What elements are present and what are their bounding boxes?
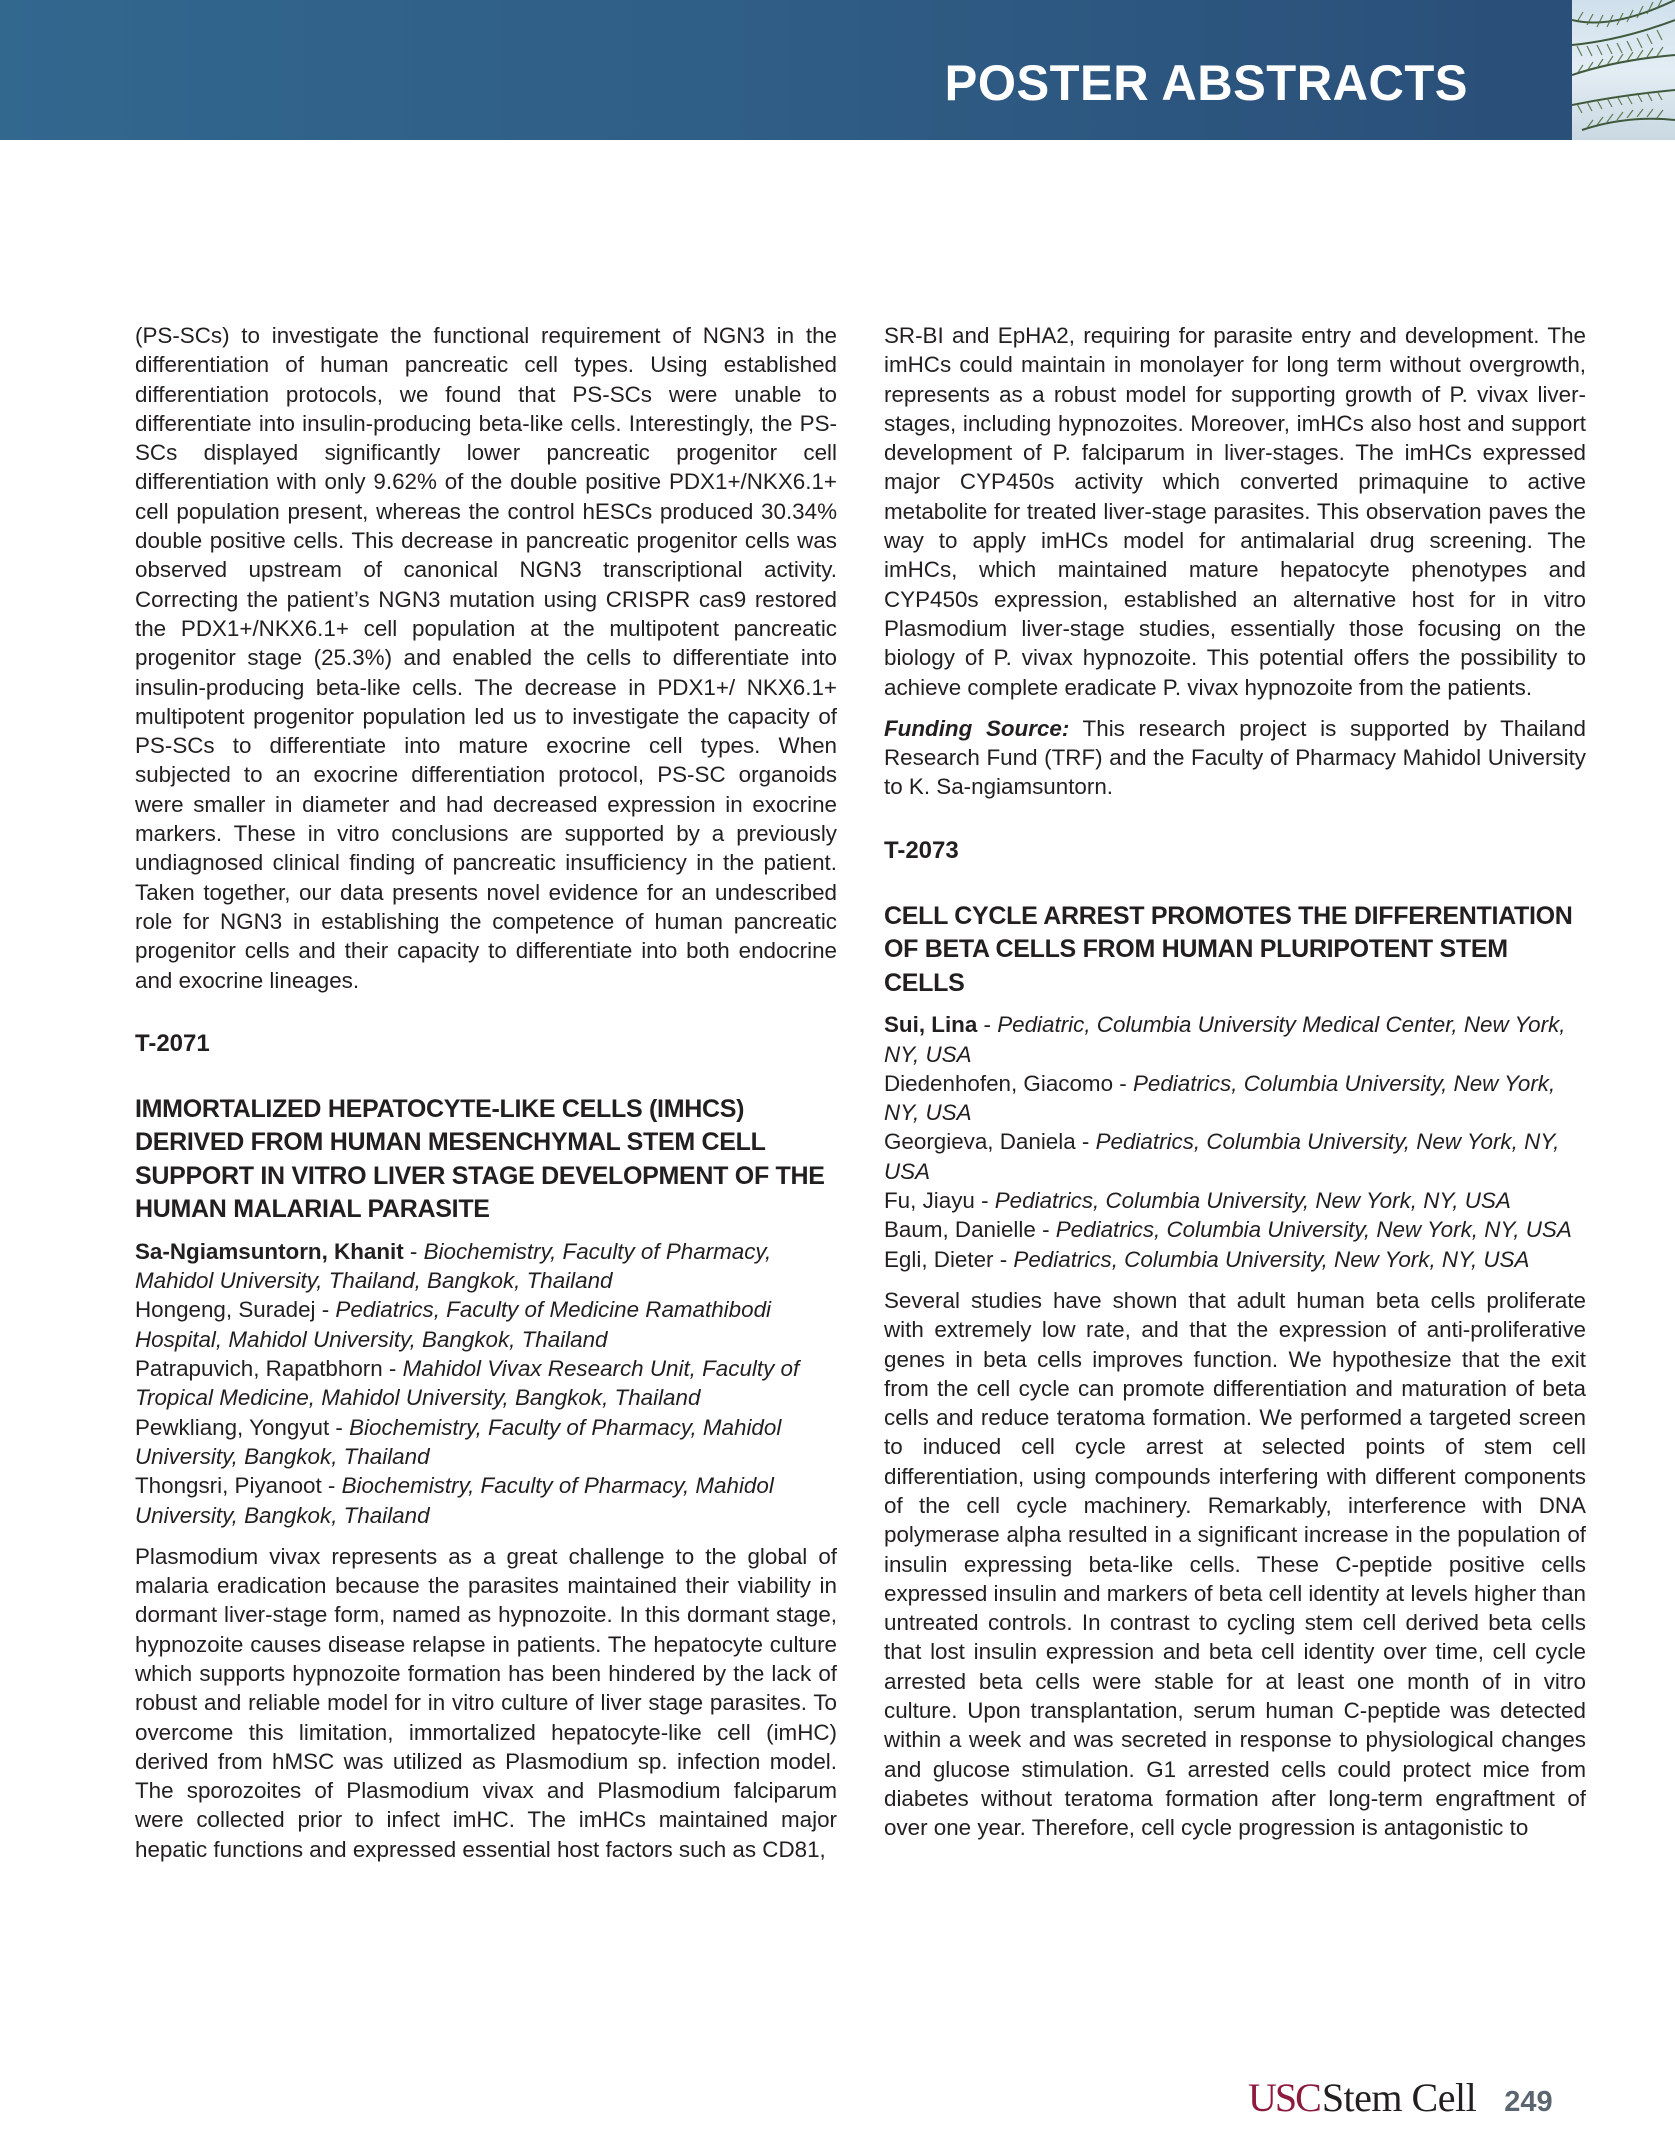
author-separator: - bbox=[1075, 1129, 1096, 1155]
abstract-id-t2071: T-2071 bbox=[135, 1029, 210, 1057]
author-affiliation: Biochemistry, Faculty of Pharmacy, Mahidol University, Bangkok, Thailand bbox=[135, 1414, 782, 1469]
author-affiliation: Pediatrics, Columbia University, New York, NY, USA bbox=[994, 1188, 1511, 1214]
continued-abstract-paragraph: SR-BI and EpHA2, requiring for parasite entry and development. The imHCs could maintain in monolayer for long term without overgrowth, represents as a robust model for supporting growth of P. vivax liver-stages, including hypnozoites. Moreover, imHCs also host and support development of P. falciparum in liver-stages. The imHCs expressed major CYP450s activity which converted primaquine to active metabolite for treated liver-stage parasites. This observation paves the way to apply imHCs model for antimalarial drug screening. The imHCs, which maintained mature hepatocyte phenotypes and CYP450s expression, established an alternative host for in vitro Plasmodium liver-stage studies, essentially those focusing on the biology of P. vivax hypnozoite. This potential offers the possibility to achieve complete eradicate P. vivax hypnozoite from the patients. bbox=[884, 323, 1586, 700]
author-entry bbox=[135, 1413, 837, 1472]
author-affiliation: Biochemistry, Faculty of Pharmacy, Mahidol University, Bangkok, Thailand bbox=[135, 1473, 774, 1528]
left-column bbox=[135, 321, 837, 1864]
author-name: Hongeng, Suradej bbox=[135, 1297, 316, 1323]
author-separator: - bbox=[1035, 1217, 1056, 1243]
author-name: Baum, Danielle bbox=[884, 1217, 1036, 1243]
abstract-title-t2071: IMMORTALIZED HEPATOCYTE-LIKE CELLS (IMHCS) DERIVED FROM HUMAN MESENCHYMAL STEM CELL SUPPORT IN VITRO LIVER STAGE DEVELOPMENT OF THE HUMAN MALARIAL PARASITE bbox=[135, 1094, 825, 1224]
author-entry bbox=[884, 1069, 1586, 1128]
header-banner bbox=[0, 0, 1572, 140]
author-affiliation: Pediatrics, Columbia University, New York, NY, USA bbox=[884, 1129, 1560, 1184]
author-separator: - bbox=[382, 1356, 403, 1382]
author-name: Sui, Lina bbox=[884, 1012, 978, 1038]
author-affiliation: Biochemistry, Faculty of Pharmacy, Mahidol University, Thailand, Bangkok, Thailand bbox=[135, 1238, 772, 1294]
author-affiliation: Pediatrics, Columbia University, New York, NY, USA bbox=[1055, 1217, 1572, 1243]
author-list-t2071 bbox=[135, 1237, 837, 1530]
author-entry bbox=[884, 1245, 1586, 1274]
author-separator: - bbox=[315, 1297, 336, 1323]
author-entry bbox=[884, 1186, 1586, 1215]
abstract-title-t2073: CELL CYCLE ARREST PROMOTES THE DIFFERENTIATION OF BETA CELLS FROM HUMAN PLURIPOTENT STEM CELLS bbox=[884, 901, 1573, 997]
palm-leaves-icon bbox=[1572, 0, 1675, 140]
author-separator: - bbox=[974, 1188, 995, 1214]
author-name: Thongsri, Piyanoot bbox=[135, 1473, 322, 1499]
page-section-title: POSTER ABSTRACTS bbox=[944, 55, 1468, 111]
author-affiliation: Mahidol Vivax Research Unit, Faculty of Tropical Medicine, Mahidol University, Bangkok, Thailand bbox=[135, 1356, 800, 1411]
author-separator: - bbox=[403, 1238, 424, 1264]
funding-source bbox=[884, 714, 1586, 802]
author-name: Georgieva, Daniela bbox=[884, 1129, 1076, 1155]
author-entry bbox=[884, 1010, 1586, 1069]
page-footer bbox=[1248, 2074, 1553, 2121]
author-affiliation: Pediatrics, Columbia University, New York, NY, USA bbox=[1013, 1246, 1530, 1272]
author-name: Sa-Ngiamsuntorn, Khanit bbox=[135, 1238, 404, 1264]
author-separator: - bbox=[1113, 1070, 1133, 1096]
author-entry bbox=[135, 1295, 837, 1354]
abstract-body-t2073: Several studies have shown that adult human beta cells proliferate with extremely low rate, and that the expression of anti-proliferative genes in beta cells improves function. We hypothesize that the exit from the cell cycle can promote differentiation and maturation of beta cells and reduce teratoma formation. We performed a targeted screen to induced cell cycle arrest at selected points of stem cell differentiation, using compounds interfering with different components of the cell cycle machinery. Remarkably, interference with DNA polymerase alpha resulted in a significant increase in the population of insulin expressing beta-like cells. These C-peptide positive cells expressed insulin and markers of beta cell identity at levels higher than untreated controls. In contrast to cycling stem cell derived beta cells that lost insulin expression and beta cell identity over time, cell cycle arrested beta cells were stable for at least one month of in vitro culture. Upon transplantation, serum human C-peptide was detected within a week and was secreted in response to physiological changes and glucose stimulation. G1 arrested cells could protect mice from diabetes without teratoma formation after long-term engraftment of over one year. Therefore, cell cycle progression is antagonistic to bbox=[884, 1287, 1586, 1841]
right-column bbox=[884, 321, 1586, 1843]
author-affiliation: Pediatrics, Columbia University, New York, NY, USA bbox=[884, 1070, 1556, 1126]
author-separator: - bbox=[977, 1012, 998, 1038]
author-separator: - bbox=[993, 1246, 1014, 1272]
author-name: Egli, Dieter bbox=[884, 1246, 994, 1272]
palm-tree-image bbox=[1572, 0, 1675, 140]
author-entry bbox=[135, 1354, 837, 1413]
author-separator: - bbox=[329, 1414, 350, 1440]
page-number: 249 bbox=[1504, 2086, 1553, 2118]
funding-label: Funding Source: bbox=[884, 715, 1070, 741]
continued-abstract-paragraph: (PS-SCs) to investigate the functional requirement of NGN3 in the differentiation of human pancreatic cell types. Using established differentiation protocols, we found that PS-SCs were unable to differentiate into insulin-producing beta-like cells. Interestingly, the PS-SCs displayed significantly lower pancreatic progenitor cell differentiation with only 9.62% of the double positive PDX1+/NKX6.1+ cell population present, whereas the control hESCs produced 30.34% double positive cells. This decrease in pancreatic progenitor cells was observed upstream of canonical NGN3 transcriptional activity. Correcting the patient’s NGN3 mutation using CRISPR cas9 restored the PDX1+/NKX6.1+ cell population at the multipotent pancreatic progenitor stage (25.3%) and enabled the cells to differentiate into insulin-producing beta-like cells. The decrease in PDX1+/ NKX6.1+ multipotent progenitor population led us to investigate the capacity of PS-SCs to differentiate into mature exocrine cell types. When subjected to an exocrine differentiation protocol, PS-SC organoids were smaller in diameter and had decreased expression in exocrine markers. These in vitro conclusions are supported by a previously undiagnosed clinical finding of pancreatic insufficiency in the patient. Taken together, our data presents novel evidence for an undescribed role for NGN3 in establishing the competence of human pancreatic progenitor cells and their capacity to differentiate into both endocrine and exocrine lineages. bbox=[135, 323, 837, 993]
author-entry bbox=[884, 1215, 1586, 1244]
author-entry bbox=[135, 1471, 837, 1530]
author-affiliation: Pediatric, Columbia University Medical Center, New York, NY, USA bbox=[884, 1012, 1566, 1067]
author-list-t2073 bbox=[884, 1010, 1586, 1274]
abstract-body-t2071: Plasmodium vivax represents as a great challenge to the global of malaria eradication because the parasites maintained their viability in dormant liver-stage form, named as hypnozoite. In this dormant stage, hypnozoite causes disease relapse in patients. The hepatocyte culture which supports hypnozoite formation has been hindered by the lack of robust and reliable model for in vitro culture of liver stage parasites. To overcome this limitation, immortalized hepatocyte-like cell (imHC) derived from hMSC was utilized as Plasmodium sp. infection model. The sporozoites of Plasmodium vivax and Plasmodium falciparum were collected prior to infect imHC. The imHCs maintained major hepatic functions and expressed essential host factors such as CD81, bbox=[135, 1543, 837, 1862]
author-affiliation: Pediatrics, Faculty of Medicine Ramathibodi Hospital, Mahidol University, Bangkok, Thailand bbox=[135, 1297, 771, 1352]
funding-text: This research project is supported by Thailand Research Fund (TRF) and the Faculty of Pharmacy Mahidol University to K. Sa-ngiamsuntorn. bbox=[884, 715, 1586, 800]
author-name: Fu, Jiayu bbox=[884, 1188, 975, 1214]
author-name: Diedenhofen, Giacomo bbox=[884, 1070, 1114, 1096]
usc-logo: USC bbox=[1248, 2075, 1320, 2120]
author-name: Pewkliang, Yongyut bbox=[135, 1414, 330, 1440]
author-entry bbox=[884, 1127, 1586, 1186]
abstract-id-t2073: T-2073 bbox=[884, 836, 959, 864]
author-name: Patrapuvich, Rapatbhorn bbox=[135, 1356, 383, 1382]
stem-cell-logo-text: Stem Cell bbox=[1321, 2075, 1477, 2120]
author-separator: - bbox=[321, 1473, 342, 1499]
author-entry bbox=[135, 1237, 837, 1296]
